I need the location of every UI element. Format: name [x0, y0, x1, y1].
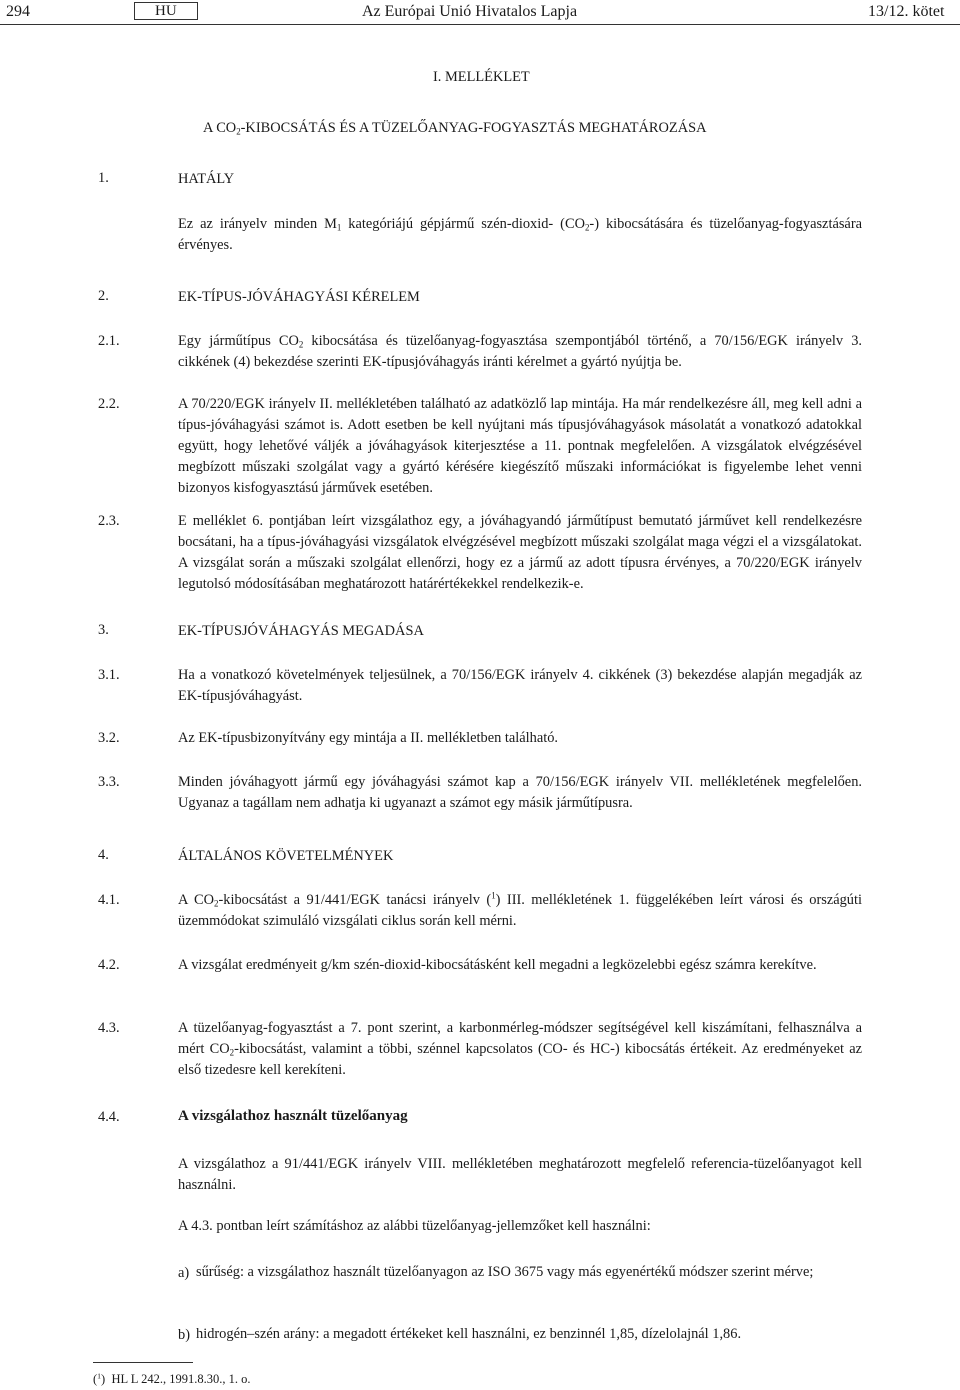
- section-3-1-number: 3.1.: [98, 667, 120, 683]
- section-4-3-text: A tüzelőanyag-fogyasztást a 7. pont szerint, a karbonmérleg-módszer segítségével kell kiszámítani, felhasználva a mért $CO_2$-kibocsátást, valamint a többi, szénnel kapcsolatos (CO- és HC-) kibocsátás értékeit. Az eredményeket az első tizedesre kell kerekíteni.: [178, 1020, 862, 1078]
- section-4-4-paragraph-2: A 4.3. pontban leírt számításhoz az alábbi tüzelőanyag-jellemzőket kell használni:: [178, 1218, 651, 1234]
- section-4-1-text: A $CO_2$-kibocsátást a 91/441/EGK tanácsi irányelv ($^1$) III. mellékletének 1. függelékében leírt városi és országúti üzemmódokat szimuláló vizsgálati ciklus során kell mérni.: [178, 890, 862, 929]
- volume-label: 13/12. kötet: [868, 3, 945, 20]
- language-badge: HU: [134, 2, 198, 20]
- section-2-3-text: E melléklet 6. pontjában leírt vizsgálathoz egy, a jóváhagyandó járműtípust bemutató járművet kell rendelkezésre bocsátani, ha a típus-jóváhagyási vizsgálatok elvégzésével megbízott műszaki szolgálat maga végzi el a vizsgálatokat. A vizsgálat során a műszaki szolgálat ellenőrzi, hogy ez a jármű az adott típusra érvényes, a 70/220/EGK irányelv legutolsó módosításában meghatározott határértékekkel rendelkezik-e.: [178, 513, 862, 592]
- annex-title: I. MELLÉKLET: [433, 69, 530, 85]
- annex-heading: A $CO_2$-KIBOCSÁTÁS ÉS A TÜZELŐANYAG-FOGYASZTÁS MEGHATÁROZÁSA: [203, 120, 707, 137]
- section-3-3-text: Minden jóváhagyott jármű egy jóváhagyási számot kap a 70/156/EGK irányelv VII. mellékletének megfelelően. Ugyanaz a tagállam nem adhatja ki ugyanazt a számot egy másik járműtípusra.: [178, 774, 862, 811]
- section-2-title: EK-TÍPUS-JÓVÁHAGYÁSI KÉRELEM: [178, 289, 420, 305]
- section-3-title: EK-TÍPUSJÓVÁHAGYÁS MEGADÁSA: [178, 623, 424, 639]
- list-item-a-text: sűrűség: a vizsgálathoz használt tüzelőanyagon az ISO 3675 vagy más egyenértékű módszer szerint mérve;: [196, 1264, 814, 1280]
- section-4-1-number: 4.1.: [98, 892, 120, 908]
- section-4-2-text: A vizsgálat eredményeit g/km szén-dioxid-kibocsátásként kell megadni a legközelebbi egész számra kerekítve.: [178, 957, 817, 973]
- section-3-1-text: Ha a vonatkozó követelmények teljesülnek, a 70/156/EGK irányelv 4. cikkének (3) bekezdése alapján megadják az EK-típusjóváhagyást.: [178, 667, 862, 704]
- section-2-2-number: 2.2.: [98, 396, 120, 412]
- list-item-b-text: hidrogén–szén arány: a megadott értékeket kell használni, ez benzinnél 1,85, dízelolajnál 1,86.: [196, 1326, 742, 1342]
- footnote: ($^1$) HL L 242., 1991.8.30., 1. o.: [93, 1371, 251, 1386]
- list-item-b-label: b): [178, 1327, 190, 1343]
- footnote-rule: [93, 1362, 193, 1363]
- section-2-2-text: A 70/220/EGK irányelv II. mellékletében található az adatközlő lap mintája. Ha már rendelkezésre áll, meg kell adni a típus-jóváhagyási számot is. Adott esetben be kell nyújtani más típusjóváhagyások másolatát a vonatkozó adatokkal együtt, hogy lehetővé váljék a jóváhagyások kiterjesztése a 11. pontnak megfelelően. A vizsgálatok elvégzésével megbízott műszaki szolgálat vagy a gyártó kérésére kiegészítő műszaki információkat is figyelembe lehet venni bizonyos kisfogyasztású járművek esetében.: [178, 396, 862, 496]
- section-2-1-text: Egy járműtípus $CO_2$ kibocsátása és tüzelőanyag-fogyasztása szempontjából történő, a 70/156/EGK irányelv 3. cikkének (4) bekezdése szerinti EK-típusjóváhagyás iránti kérelmet a gyártó nyújtja be.: [178, 333, 862, 370]
- publication-title: Az Európai Unió Hivatalos Lapja: [362, 3, 578, 20]
- section-3-2-text: Az EK-típusbizonyítvány egy mintája a II. mellékletben található.: [178, 730, 559, 746]
- section-2-1-number: 2.1.: [98, 333, 120, 349]
- section-3-2-number: 3.2.: [98, 730, 120, 746]
- section-4-number: 4.: [98, 847, 109, 863]
- section-3-number: 3.: [98, 622, 109, 638]
- section-1-title: HATÁLY: [178, 171, 235, 187]
- section-4-title: ÁLTALÁNOS KÖVETELMÉNYEK: [178, 848, 394, 864]
- section-4-4-number: 4.4.: [98, 1109, 120, 1125]
- header-rule: [0, 24, 960, 25]
- section-1-text: Ez az irányelv minden $M_1$ kategóriájú gépjármű szén-dioxid- $(CO_2-)$ kibocsátására és tüzelőanyag-fogyasztására érvényes.: [178, 216, 862, 253]
- list-item-a-label: a): [178, 1265, 190, 1281]
- section-4-2-number: 4.2.: [98, 957, 120, 973]
- section-4-3-number: 4.3.: [98, 1020, 120, 1036]
- section-4-4-paragraph-1: A vizsgálathoz a 91/441/EGK irányelv VIII. mellékletében meghatározott megfelelő referencia-tüzelőanyagot kell használni.: [178, 1156, 862, 1193]
- section-2-3-number: 2.3.: [98, 513, 120, 529]
- section-3-3-number: 3.3.: [98, 774, 120, 790]
- section-1-number: 1.: [98, 170, 109, 186]
- section-4-4-title: A vizsgálathoz használt tüzelőanyag: [178, 1108, 408, 1124]
- section-2-number: 2.: [98, 288, 109, 304]
- page-number: 294: [6, 3, 30, 20]
